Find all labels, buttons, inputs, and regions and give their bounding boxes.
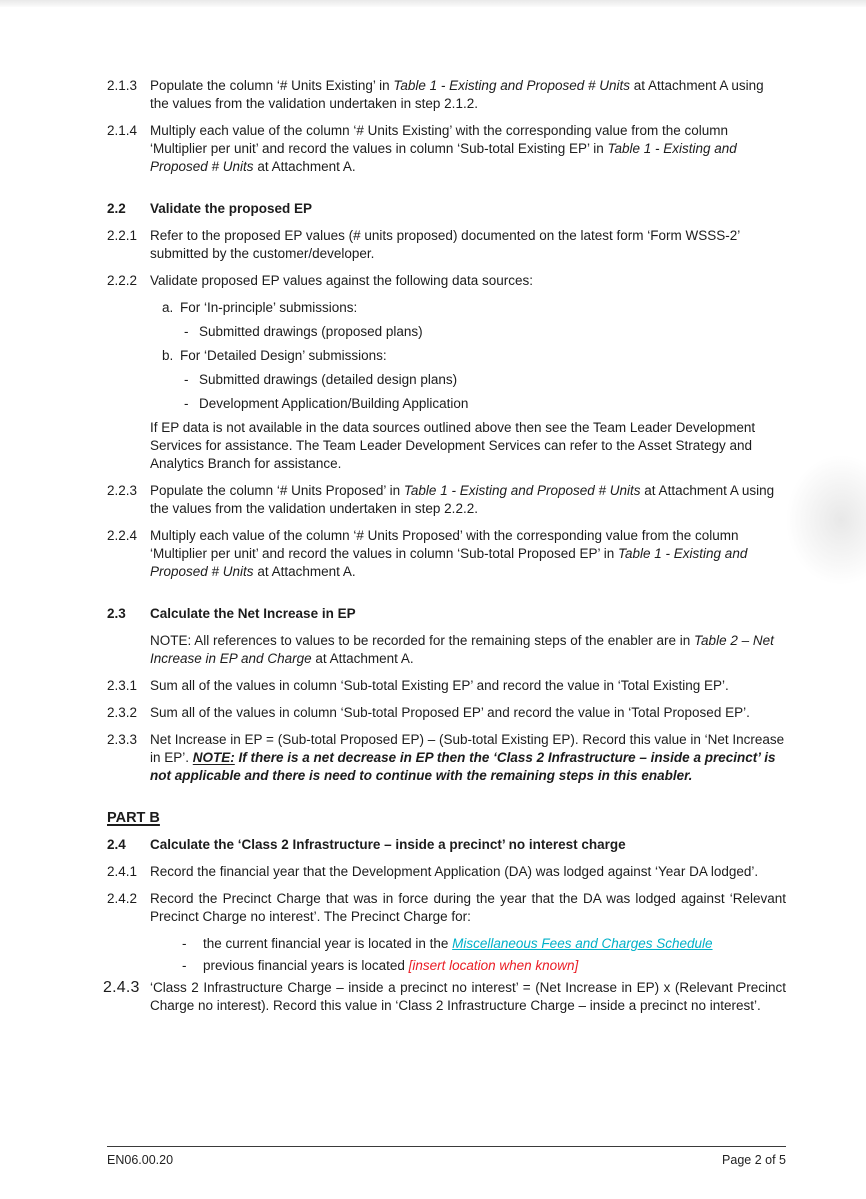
text-run: Table 1 - Existing and Proposed # Units <box>150 546 748 579</box>
text-run: Validate proposed EP values against the following data sources: <box>150 273 533 288</box>
step-number: 2.4.1 <box>107 864 138 879</box>
body-paragraph <box>150 419 786 473</box>
paragraph-text <box>150 677 786 695</box>
paragraph-text <box>199 323 786 341</box>
step-paragraph <box>107 227 786 263</box>
step-number: 2.4.2 <box>107 891 138 906</box>
paragraph-text <box>150 227 786 263</box>
text-run: at Attachment A using the values from the validation undertaken in step 2.1.2. <box>150 78 764 111</box>
footer-doc-code: EN06.00.20 <box>107 1153 174 1167</box>
step-paragraph <box>107 527 786 581</box>
section-heading <box>107 836 786 854</box>
step-paragraph <box>107 122 786 176</box>
list-marker: - <box>184 372 189 387</box>
paragraph-text <box>150 836 786 854</box>
list-marker: a. <box>162 300 174 315</box>
text-run: Refer to the proposed EP values (# units proposed) documented on the latest form ‘Form WSSS-2’ submitted by the customer/developer. <box>150 228 740 261</box>
text-run: Multiply each value of the column ‘# Units Proposed’ with the corresponding value from the column ‘Multiplier per unit’ and record the values in column ‘Sub-total Proposed EP’ in <box>150 528 739 561</box>
text-run: Development Application/Building Application <box>199 396 469 411</box>
step-number: 2.4 <box>107 837 126 852</box>
paragraph-text <box>199 395 786 413</box>
dash-list-item <box>184 371 786 389</box>
text-run: at Attachment A. <box>253 564 356 579</box>
dash-list-item <box>184 323 786 341</box>
text-run: Populate the column ‘# Units Proposed’ in <box>150 483 404 498</box>
paragraph-text <box>150 704 786 722</box>
text-run: NOTE: All references to values to be recorded for the remaining steps of the enabler are in <box>150 633 695 648</box>
paragraph-text <box>150 200 786 218</box>
step-number: 2.3 <box>107 606 126 621</box>
step-paragraph <box>107 863 786 881</box>
step-paragraph <box>107 77 786 113</box>
dash-list-item <box>182 957 786 975</box>
paragraph-text <box>150 979 786 1015</box>
text-run: If EP data is not available in the data sources outlined above then see the Team Leader Development Services for assistance. The Team Leader Development Services can refer to the Asset Strategy and Analytics Branch for assistance. <box>150 420 756 471</box>
step-paragraph <box>107 890 786 926</box>
body-paragraph <box>150 632 786 668</box>
alpha-list-item <box>162 347 786 365</box>
footer-page-number: Page 2 of 5 <box>722 1153 786 1167</box>
text-run: Table 2 – Net Increase in EP and Charge <box>150 633 774 666</box>
step-number: 2.3.3 <box>107 732 138 747</box>
list-marker: b. <box>162 348 174 363</box>
text-run: Submitted drawings (detailed design plans) <box>199 372 458 387</box>
list-marker: - <box>184 396 189 411</box>
document-body <box>103 77 786 1024</box>
text-run: ‘Class 2 Infrastructure Charge – inside a precinct no interest’ = (Net Increase in EP) x (Relevant Precinct Charge no interest). Record this value in ‘Class 2 Infrastructure Charge – inside a precinct no interest’. <box>150 980 786 1013</box>
step-number: 2.1.3 <box>107 78 138 93</box>
paragraph-text <box>150 605 786 623</box>
text-run: Calculate the ‘Class 2 Infrastructure – inside a precinct’ no interest charge <box>150 837 626 852</box>
text-run: previous financial years is located <box>203 958 409 973</box>
paragraph-text <box>150 122 786 176</box>
page-top-edge <box>0 0 866 7</box>
paragraph-text <box>180 347 786 365</box>
paragraph-text <box>150 863 786 881</box>
step-number: 2.2.3 <box>107 483 138 498</box>
page-footer <box>107 1146 786 1169</box>
text-run: at Attachment A using the values from the validation undertaken in step 2.2.2. <box>150 483 775 516</box>
text-run: at Attachment A. <box>253 159 356 174</box>
text-run: Record the Precinct Charge that was in force during the year that the DA was lodged against ‘Relevant Precinct Charge no interest’. The Precinct Charge for: <box>150 891 786 924</box>
text-run: Net Increase in EP = (Sub-total Proposed EP) – (Sub-total Existing EP). Record this value in ‘Net Increase in EP’. <box>150 732 785 765</box>
misc-fees-charges-link[interactable]: Miscellaneous Fees and Charges Schedule <box>452 936 713 951</box>
step-paragraph <box>107 704 786 722</box>
list-marker: - <box>182 958 187 973</box>
scan-artifact <box>786 455 866 585</box>
text-run: Submitted drawings (proposed plans) <box>199 324 423 339</box>
text-run: For ‘In-principle’ submissions: <box>180 300 358 315</box>
text-run: Sum all of the values in column ‘Sub-total Proposed EP’ and record the value in ‘Total Proposed EP’. <box>150 705 750 720</box>
step-paragraph <box>107 482 786 518</box>
text-run: Validate the proposed EP <box>150 201 313 216</box>
section-heading <box>107 605 786 623</box>
text-run: Sum all of the values in column ‘Sub-total Existing EP’ and record the value in ‘Total Existing EP’. <box>150 678 729 693</box>
text-run: Table 1 - Existing and Proposed # Units <box>403 483 641 498</box>
paragraph-text <box>150 527 786 581</box>
text-run: Populate the column ‘# Units Existing’ in <box>150 78 394 93</box>
paragraph-text <box>150 77 786 113</box>
text-run: Table 1 - Existing and Proposed # Units <box>393 78 631 93</box>
text-run: the current financial year is located in the <box>203 936 453 951</box>
text-run: If there is a net decrease in EP then the ‘Class 2 Infrastructure – inside a precinct’ is not applicable and there is need to continue with the remaining steps in this enabler. <box>150 750 776 783</box>
step-number: 2.4.3 <box>103 979 140 996</box>
step-paragraph <box>107 731 786 785</box>
paragraph-text <box>150 731 786 785</box>
step-number: 2.2.1 <box>107 228 138 243</box>
paragraph-text <box>203 935 786 953</box>
text-run: Record the financial year that the Development Application (DA) was lodged against ‘Year DA lodged’. <box>150 864 759 879</box>
step-paragraph <box>103 979 786 1015</box>
paragraph-text <box>150 482 786 518</box>
section-heading <box>107 200 786 218</box>
step-number: 2.2.2 <box>107 273 138 288</box>
step-number: 2.3.1 <box>107 678 138 693</box>
text-run: PART B <box>107 810 160 826</box>
step-number: 2.2 <box>107 201 126 216</box>
step-number: 2.3.2 <box>107 705 138 720</box>
text-run: Table 1 - Existing and Proposed # Units <box>150 141 737 174</box>
step-paragraph <box>107 677 786 695</box>
text-run: For ‘Detailed Design’ submissions: <box>180 348 387 363</box>
step-paragraph <box>107 272 786 290</box>
part-heading <box>107 809 786 827</box>
step-number: 2.2.4 <box>107 528 138 543</box>
step-number: 2.1.4 <box>107 123 138 138</box>
text-run: at Attachment A. <box>311 651 414 666</box>
paragraph-text <box>150 890 786 926</box>
text-run: Multiply each value of the column ‘# Units Existing’ with the corresponding value from the column ‘Multiplier per unit’ and record the values in column ‘Sub-total Existing EP’ in <box>150 123 729 156</box>
alpha-list-item <box>162 299 786 317</box>
text-run: [insert location when known] <box>408 958 579 973</box>
text-run: Calculate the Net Increase in EP <box>150 606 356 621</box>
paragraph-text <box>203 957 786 975</box>
paragraph-text <box>180 299 786 317</box>
list-marker: - <box>182 936 187 951</box>
dash-list-item <box>184 395 786 413</box>
paragraph-text <box>150 272 786 290</box>
list-marker: - <box>184 324 189 339</box>
text-run: NOTE: <box>192 750 235 765</box>
dash-list-item <box>182 935 786 953</box>
paragraph-text <box>199 371 786 389</box>
